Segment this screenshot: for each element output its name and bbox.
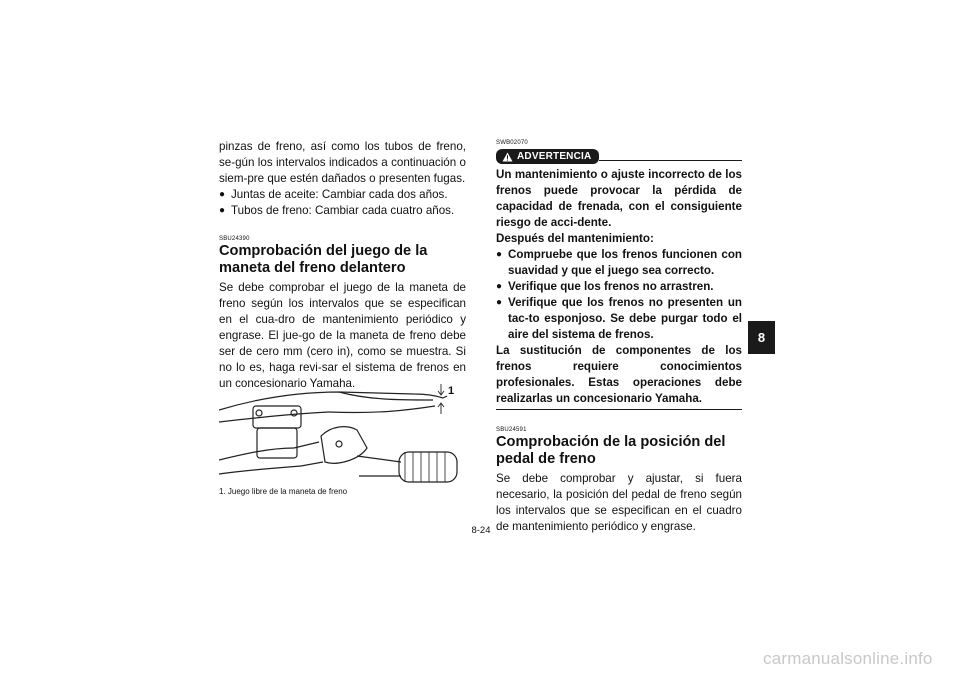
bullet-icon: ●: [219, 205, 226, 216]
bullet-text: Compruebe que los frenos funcionen con suavidad y que el juego sea correcto.: [508, 248, 742, 277]
warning-icon: [502, 152, 513, 162]
warning-conclusion: La sustitución de componentes de los frenos requiere conocimientos profesionales. Estas operaciones debe realizarlas un concesionario Yamaha.: [496, 344, 742, 405]
section-code: SBU24390: [219, 236, 250, 242]
list-item: [496, 295, 742, 343]
list-item: [219, 203, 466, 219]
chapter-tab: 8: [748, 321, 775, 354]
warning-subtitle: Después del mantenimiento:: [496, 232, 654, 245]
section-heading: Comprobación de la posición del pedal de freno: [496, 434, 726, 467]
bullet-text: Juntas de aceite: Cambiar cada dos años.: [231, 188, 448, 201]
warning-text: Un mantenimiento o ajuste incorrecto de los frenos puede provocar la pérdida de capacidad de frenada, con el consiguiente riesgo de acci-dente.: [496, 168, 742, 229]
warning-label: ADVERTENCIA: [517, 151, 592, 162]
warning-rule: [599, 159, 742, 161]
bullet-text: Tubos de freno: Cambiar cada cuatro años.: [231, 204, 455, 217]
brake-lever-illustration: [219, 370, 464, 485]
bullet-text: Verifique que los frenos no presenten un tac-to esponjoso. Se debe purgar todo el aire del sistema de frenos.: [508, 296, 742, 341]
intro-paragraph: pinzas de freno, así como los tubos de freno, se-gún los intervalos indicados a continuación o siem-pre que estén dañados o presenten fugas.: [219, 140, 466, 185]
bullet-icon: ●: [219, 189, 226, 200]
right-column: [496, 139, 742, 535]
bullet-icon: ●: [496, 281, 503, 292]
figure-caption: 1. Juego libre de la maneta de freno: [219, 487, 348, 496]
section-body: Se debe comprobar el juego de la maneta de freno según los intervalos que se especifican en el cua-dro de mantenimiento periódico y engrase. El jue-go de la maneta de freno debe ser de cero mm (cero in), como se muestra. Si no lo es, haga revi-sar el sistema de frenos en un concesionario Yamaha.: [219, 281, 466, 390]
bullet-text: Verifique que los frenos no arrastren.: [508, 280, 714, 293]
list-item: [496, 279, 742, 295]
bullet-icon: ●: [496, 297, 503, 308]
section-body: Se debe comprobar y ajustar, si fuera necesario, la posición del pedal de freno según los intervalos que se especifican en el cuadro de mantenimiento periódico y engrase.: [496, 472, 742, 533]
watermark: carmanualsonline.info: [763, 649, 933, 668]
section-heading: Comprobación del juego de la maneta del freno delantero: [219, 243, 428, 276]
list-item: [496, 247, 742, 279]
bullet-icon: ●: [496, 249, 503, 260]
page-number: 8-24: [471, 525, 491, 536]
warning-header: [496, 149, 742, 164]
list-item: [219, 187, 466, 203]
callout-label: 1: [448, 385, 455, 397]
section-code: SBU24591: [496, 427, 527, 433]
left-column: [219, 139, 466, 392]
warning-code: SWB02070: [496, 140, 528, 146]
warning-badge: [496, 149, 599, 164]
